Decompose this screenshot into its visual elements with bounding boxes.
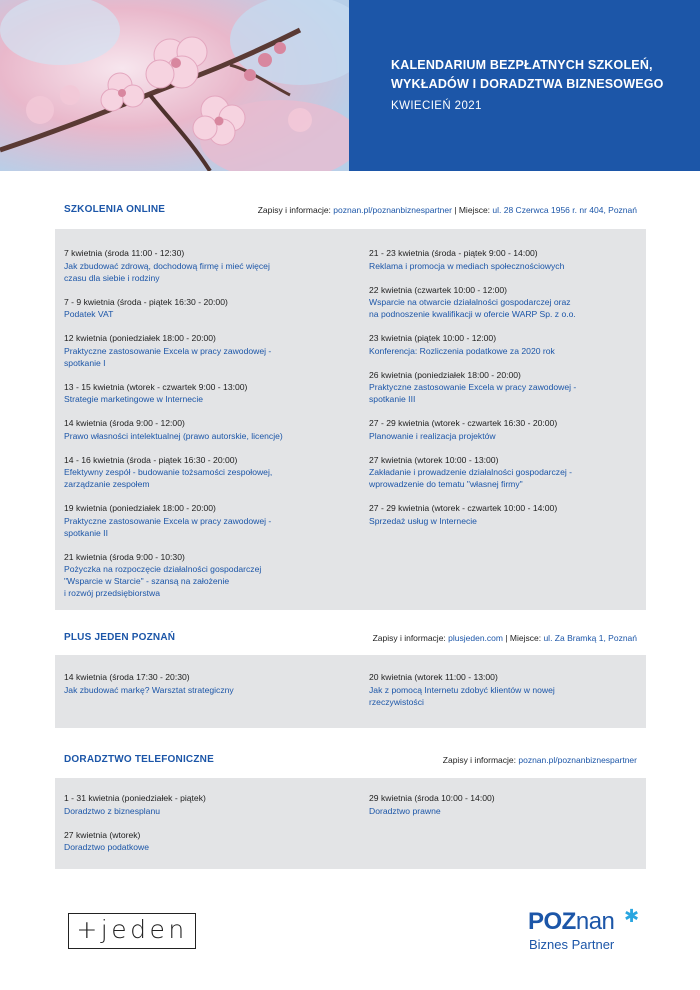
section-header-szkolenia	[55, 202, 645, 222]
event-date: 27 kwietnia (wtorek)	[64, 829, 141, 840]
plus-jeden-logo: +jeden	[68, 913, 196, 949]
event-title[interactable]: rzeczywistości	[369, 696, 424, 707]
title-block	[349, 0, 700, 171]
event-item	[369, 502, 634, 527]
event-item	[64, 296, 314, 321]
event-date: 26 kwietnia (poniedziałek 18:00 - 20:00)	[369, 369, 521, 380]
events-left-column	[64, 671, 314, 708]
poznan-logo-subtitle: Biznes Partner	[529, 937, 615, 952]
event-title[interactable]: na podnoszenie kwalifikacji w ofercie WARP Sp. z o.o.	[369, 309, 576, 319]
event-date: 14 kwietnia (środa 9:00 - 12:00)	[64, 418, 185, 428]
page-title-line-1: KALENDARIUM BEZPŁATNYCH SZKOLEŃ,	[391, 58, 653, 72]
event-title[interactable]: Efektywny zespół - budowanie tożsamości zespołowej,	[64, 467, 273, 477]
event-title[interactable]: Strategie marketingowe w Internecie	[64, 394, 204, 404]
event-title[interactable]: i rozwój przedsiębiorstwa	[64, 588, 160, 598]
event-title[interactable]: Reklama i promocja w mediach społecznościowych	[369, 260, 565, 271]
event-date: 23 kwietnia (piątek 10:00 - 12:00)	[369, 333, 497, 343]
info-label: Zapisy i informacje:	[257, 205, 331, 215]
section-title: DORADZTWO TELEFONICZNE	[64, 754, 214, 765]
event-date: 20 kwietnia (wtorek 11:00 - 13:00)	[369, 672, 498, 682]
event-title[interactable]: czasu dla siebie i rodziny	[64, 272, 160, 283]
panel-plus-jeden	[55, 655, 646, 728]
events-right-column	[369, 247, 634, 539]
event-title[interactable]: Praktyczne zastosowanie Excela w pracy zawodowej -	[369, 382, 577, 392]
event-title[interactable]: Doradztwo podatkowe	[64, 842, 150, 852]
info-label: Zapisy i informacje:	[372, 633, 446, 643]
event-title[interactable]: Prawo własności intelektualnej (prawo autorskie, licencje)	[64, 430, 283, 441]
event-date: 12 kwietnia (poniedziałek 18:00 - 20:00)	[64, 333, 216, 343]
info-link[interactable]: poznan.pl/poznanbiznespartner	[333, 205, 452, 215]
event-item	[369, 247, 634, 272]
info-link[interactable]: plusjeden.com	[448, 633, 503, 643]
event-date: 27 - 29 kwietnia (wtorek - czwartek 10:00 - 14:00)	[369, 503, 558, 513]
event-title[interactable]: Pożyczka na rozpoczęcie działalności gospodarczej	[64, 564, 262, 574]
place-label: | Miejsce:	[502, 633, 542, 643]
event-item	[369, 671, 634, 708]
event-item	[64, 551, 314, 600]
events-left-column	[64, 247, 314, 611]
event-date: 19 kwietnia (poniedziałek 18:00 - 20:00)	[64, 503, 216, 513]
event-date: 22 kwietnia (czwartek 10:00 - 12:00)	[369, 284, 508, 295]
event-title[interactable]: Doradztwo z biznesplanu	[64, 805, 161, 816]
event-item	[64, 454, 314, 491]
event-item	[64, 332, 314, 369]
poznan-logo-lower: nan	[575, 908, 615, 935]
event-item	[64, 502, 314, 539]
event-item	[369, 369, 634, 406]
section-info	[443, 755, 637, 765]
info-label: Zapisy i informacje:	[442, 755, 516, 765]
panel-doradztwo	[55, 778, 646, 869]
event-item	[64, 829, 314, 854]
place-value: ul. Za Bramką 1, Poznań	[543, 633, 637, 643]
event-item	[64, 381, 314, 406]
event-title[interactable]: wprowadzenie do tematu "własnej firmy"	[369, 479, 523, 489]
event-title[interactable]: Podatek VAT	[64, 309, 114, 319]
section-info	[258, 205, 637, 215]
event-item	[369, 792, 634, 817]
section-header-doradztwo	[55, 752, 645, 772]
page-subtitle: KWIECIEŃ 2021	[391, 100, 482, 112]
event-title[interactable]: spotkanie I	[64, 357, 106, 368]
event-title[interactable]: Sprzedaż usług w Internecie	[369, 515, 477, 526]
event-title[interactable]: zarządzanie zespołem	[64, 479, 150, 489]
event-date: 14 kwietnia (środa 17:30 - 20:30)	[64, 672, 190, 682]
event-title[interactable]: Doradztwo prawne	[369, 805, 441, 816]
event-title[interactable]: Praktyczne zastosowanie Excela w pracy zawodowej -	[64, 515, 272, 526]
page-title-line-2: WYKŁADÓW I DORADZTWA BIZNESOWEGO	[391, 77, 664, 91]
event-title[interactable]: spotkanie III	[369, 394, 416, 404]
event-date: 21 - 23 kwietnia (środa - piątek 9:00 - 14:00)	[369, 248, 538, 258]
event-item	[369, 284, 634, 321]
event-date: 1 - 31 kwietnia (poniedziałek - piątek)	[64, 793, 206, 803]
event-date: 27 - 29 kwietnia (wtorek - czwartek 16:30 - 20:00)	[369, 418, 558, 428]
event-item	[64, 671, 314, 696]
event-item	[369, 332, 634, 357]
event-title[interactable]: Planowanie i realizacja projektów	[369, 430, 496, 441]
section-info	[373, 633, 637, 643]
event-date: 27 kwietnia (wtorek 10:00 - 13:00)	[369, 454, 499, 465]
page-header	[0, 0, 700, 171]
event-title[interactable]: Praktyczne zastosowanie Excela w pracy zawodowej -	[64, 345, 272, 356]
poznan-biznes-partner-logo	[528, 908, 638, 958]
event-item	[64, 792, 314, 817]
section-title: SZKOLENIA ONLINE	[64, 204, 166, 215]
info-link[interactable]: poznan.pl/poznanbiznespartner	[518, 755, 637, 765]
event-item	[369, 454, 634, 491]
event-title[interactable]: Zakładanie i prowadzenie działalności gospodarczej -	[369, 467, 573, 477]
cherry-blossom-photo	[0, 0, 349, 171]
section-header-plus-jeden	[55, 630, 645, 650]
event-title[interactable]: Konferencja: Rozliczenia podatkowe za 2020 rok	[369, 345, 555, 356]
event-item	[369, 417, 634, 442]
event-date: 7 kwietnia (środa 11:00 - 12:30)	[64, 248, 185, 258]
events-right-column	[369, 792, 634, 829]
event-title[interactable]: Jak zbudować zdrową, dochodową firmę i mieć więcej	[64, 260, 270, 271]
event-date: 14 - 16 kwietnia (środa - piątek 16:30 - 20:00)	[64, 454, 238, 465]
event-date: 7 - 9 kwietnia (środa - piątek 16:30 - 20:00)	[64, 296, 228, 307]
panel-szkolenia	[55, 229, 646, 610]
event-title[interactable]: Jak z pomocą Internetu zdobyć klientów w nowej	[369, 684, 555, 695]
event-title[interactable]: spotkanie II	[64, 527, 108, 538]
event-date: 21 kwietnia (środa 9:00 - 10:30)	[64, 551, 185, 562]
event-date: 29 kwietnia (środa 10:00 - 14:00)	[369, 793, 495, 803]
event-item	[64, 247, 314, 284]
event-title[interactable]: Wsparcie na otwarcie działalności gospodarczej oraz	[369, 297, 571, 307]
event-date: 13 - 15 kwietnia (wtorek - czwartek 9:00 - 13:00)	[64, 381, 248, 392]
section-title: PLUS JEDEN POZNAŃ	[64, 632, 176, 643]
event-item	[64, 417, 314, 442]
place-value: ul. 28 Czerwca 1956 r. nr 404, Poznań	[492, 205, 637, 215]
events-left-column	[64, 792, 314, 865]
event-title[interactable]: Jak zbudować markę? Warsztat strategiczny	[64, 684, 234, 695]
poznan-logo-word	[528, 908, 614, 936]
star-icon: ✱	[624, 906, 640, 926]
poznan-logo-upper: POZ	[528, 908, 576, 935]
place-label: | Miejsce:	[451, 205, 491, 215]
event-title[interactable]: "Wsparcie w Starcie" - szansą na założenie	[64, 576, 230, 586]
events-right-column	[369, 671, 634, 720]
